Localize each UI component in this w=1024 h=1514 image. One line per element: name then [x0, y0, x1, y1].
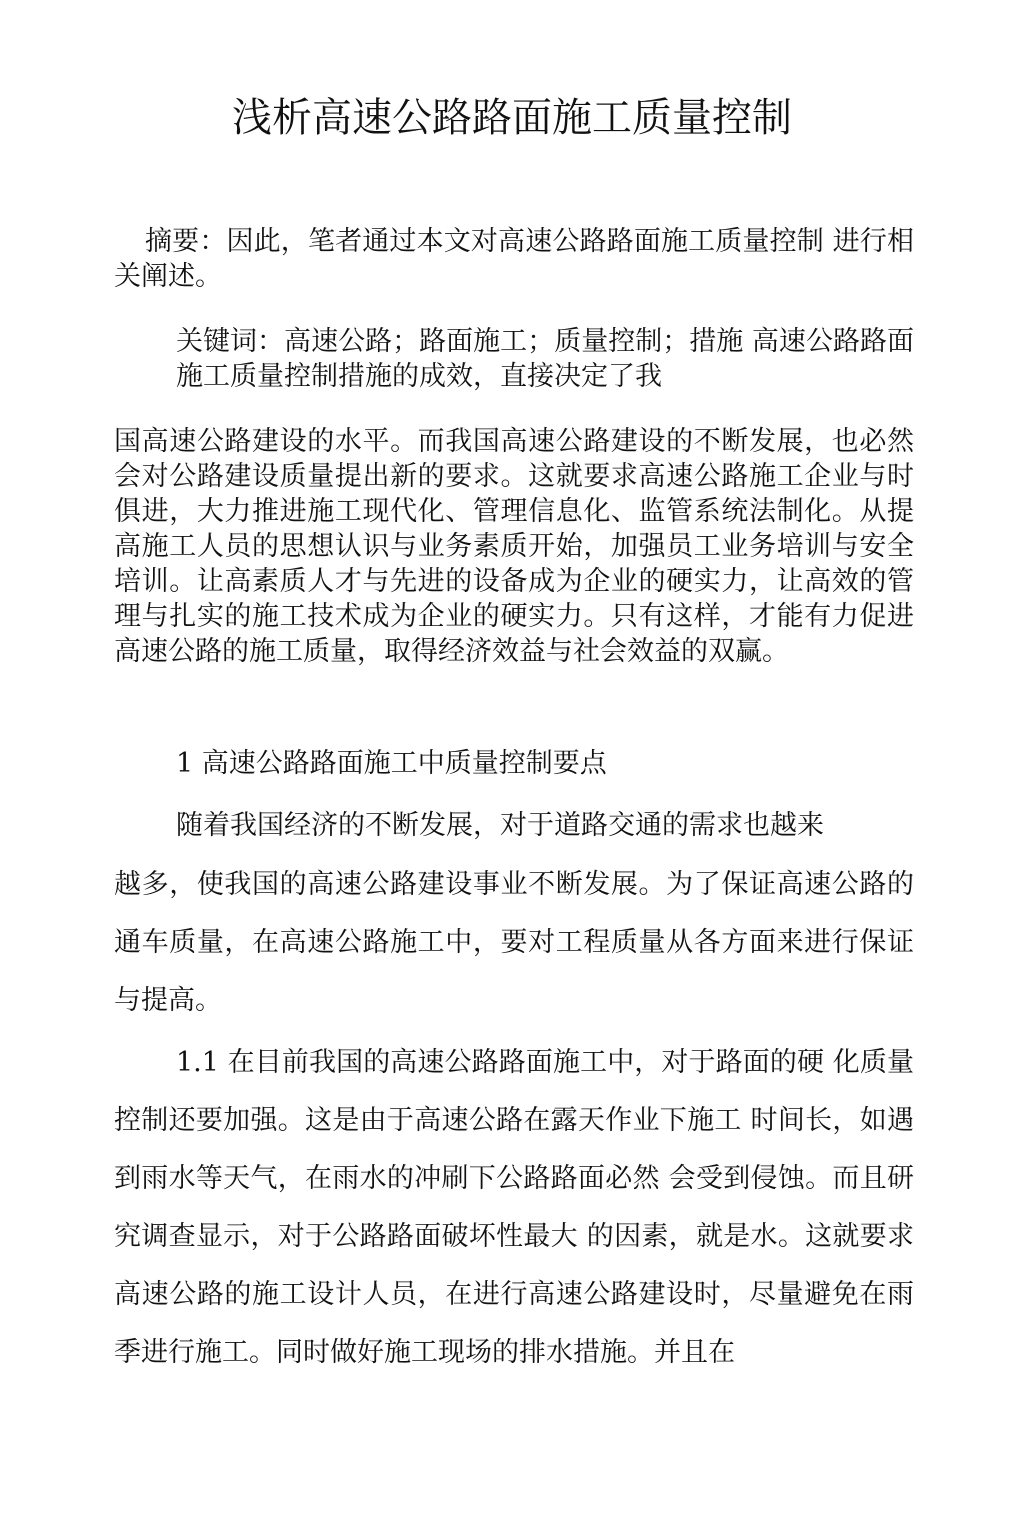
section-1-paragraph-first-line: 随着我国经济的不断发展，对于道路交通的需求也越来 [176, 810, 824, 841]
keywords-paragraph: 关键词：高速公路；路面施工；质量控制；措施 高速公路路面施工质量控制措施的成效，直接决定了我 [176, 326, 914, 392]
intro-paragraph: 国高速公路建设的水平。而我国高速公路建设的不断发展，也必然会对公路建设质量提出新的要求。这就要求高速公路施工企业与时俱进，大力推进施工现代化、管理信息化、监管系统法制化。从提高施工人员的思想认识与业务素质开始，加强员工业务培训与安全培训。让高素质人才与先进的设备成为企业的硬实力，让高效的管理与扎实的施工技术成为企业的硬实力。只有这样，才能有力促进高速公路的施工质量，取得经济效益与社会效益的双赢。 [114, 426, 914, 667]
section-1-heading: 1 高速公路路面施工中质量控制要点 [176, 748, 607, 779]
abstract-paragraph: 摘要：因此，笔者通过本文对高速公路路面施工质量控制 进行相关阐述。 [114, 226, 914, 292]
page-title: 浅析高速公路路面施工质量控制 [232, 95, 792, 141]
section-1-1-paragraph: 1.1 在目前我国的高速公路路面施工中，对于路面的硬 化质量控制还要加强。这是由于高速公路在露天作业下施工 时间长，如遇到雨水等天气，在雨水的冲刷下公路路面必然 会受到侵蚀。而且研究调查显示，对于公路路面破坏性最大 的因素，就是水。这就要求高速公路的施工设计人员，在进行高速公路建设时，尽量避免在雨季进行施工。同时做好施工现场的排水措施。并且在 [114, 1047, 914, 1368]
section-1-paragraph: 越多，使我国的高速公路建设事业不断发展。为了保证高速公路的通车质量，在高速公路施工中，要对工程质量从各方面来进行保证与提高。 [114, 869, 914, 1016]
